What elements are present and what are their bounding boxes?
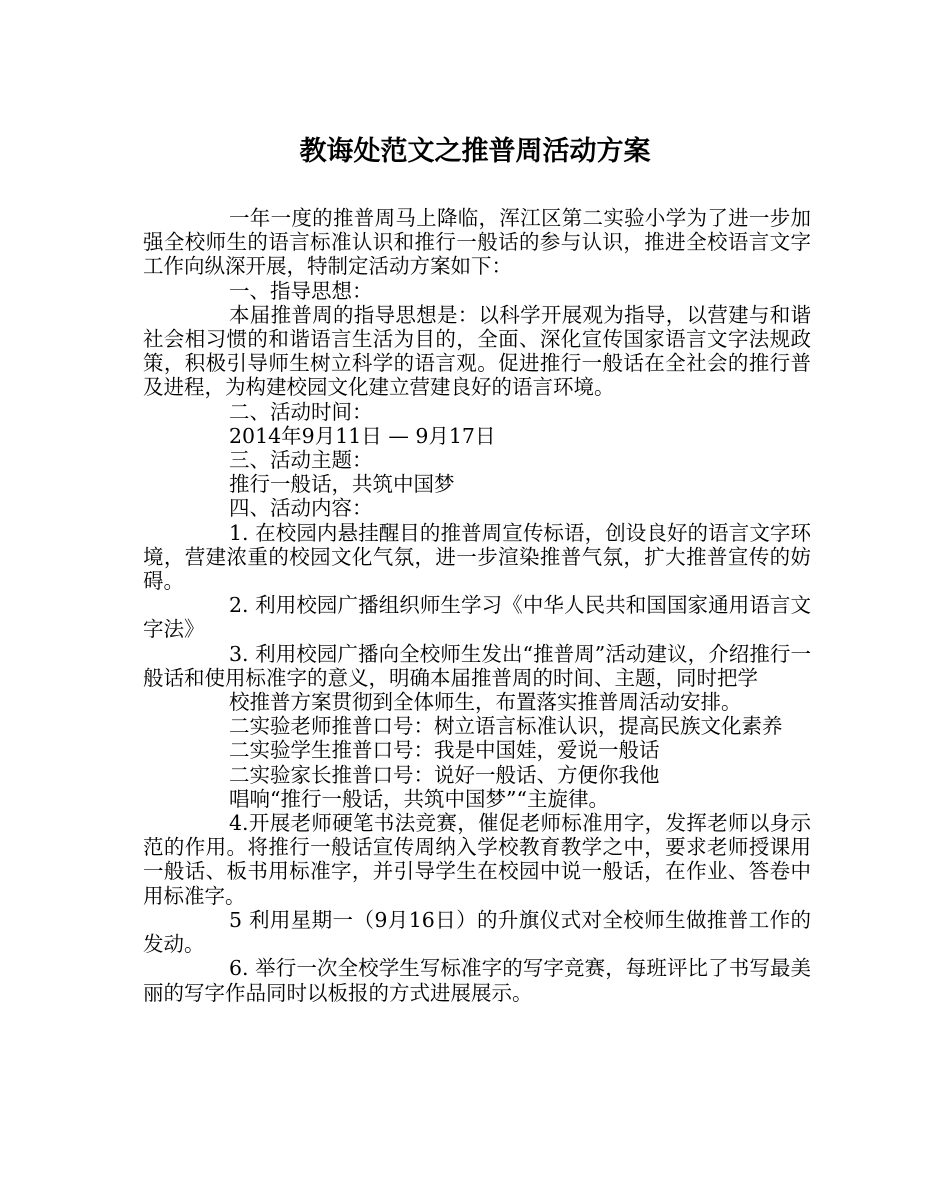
body-paragraph: 本届推普周的指导思想是：以科学开展观为指导，以营建与和谐社会相习惯的和谐语言生活为目的，全面、深化宣传国家语言文字法规政策，积极引导师生树立科学的语言观。促进推行一般话在全社会的推行普及进程，为构建校园文化建立营建良好的语言环境。	[143, 302, 811, 400]
section-heading: 二、活动时间：	[229, 399, 373, 424]
section-heading: 一、指导思想：	[229, 278, 373, 303]
slogan-line: 二实验老师推普口号：树立语言标准认识，提高民族文化素养	[229, 714, 783, 739]
slogan-line: 二实验家长推普口号：说好一般话、方便你我他	[229, 762, 660, 787]
body-paragraph: 校推普方案贯彻到全体师生，布置落实推普周活动安排。	[229, 690, 742, 715]
body-paragraph: 一年一度的推普周马上降临，浑江区第二实验小学为了进一步加强全校师生的语言标准认识和推行一般话的参与认识，推进全校语言文字工作向纵深开展，特制定活动方案如下：	[143, 206, 811, 279]
document-title: 教诲处范文之推普周活动方案	[299, 136, 651, 167]
list-item: 2. 利用校园广播组织师生学习《中华人民共和国国家通用语言文字法》	[143, 593, 811, 642]
body-paragraph: 2014年9月11日 — 9月17日	[229, 423, 496, 448]
slogan-line: 唱响“推行一般话，共筑中国梦”“主旋律。	[229, 786, 609, 811]
list-item: 6. 举行一次全校学生写标准字的写字竞赛，每班评比了书写最美丽的写字作品同时以板报的方式进展展示。	[143, 956, 811, 1005]
body-paragraph: 推行一般话，共筑中国梦	[229, 472, 455, 497]
section-heading: 四、活动内容：	[229, 496, 373, 521]
document-body	[143, 206, 811, 1005]
list-item: 1. 在校园内悬挂醒目的推普周宣传标语，创设良好的语言文字环境，营建浓重的校园文化气氛，进一步渲染推普气氛，扩大推普宣传的妨碍。	[143, 520, 811, 594]
list-item: 3. 利用校园广播向全校师生发出“推普周”活动建议，介绍推行一般话和使用标准字的意义，明确本届推普周的时间、主题，同时把学	[143, 641, 811, 690]
slogan-line: 二实验学生推普口号：我是中国娃，爱说一般话	[229, 738, 660, 763]
list-item: 5 利用星期一（9月16日）的升旗仪式对全校师生做推普工作的发动。	[143, 907, 811, 957]
list-item: 4.开展老师硬笔书法竞赛，催促老师标准用字，发挥老师以身示范的作用。将推行一般话宣传周纳入学校教育教学之中，要求老师授课用一般话、板书用标准字，并引导学生在校园中说一般话，在作业、答卷中用标准字。	[143, 811, 811, 908]
section-heading: 三、活动主题：	[229, 448, 373, 473]
